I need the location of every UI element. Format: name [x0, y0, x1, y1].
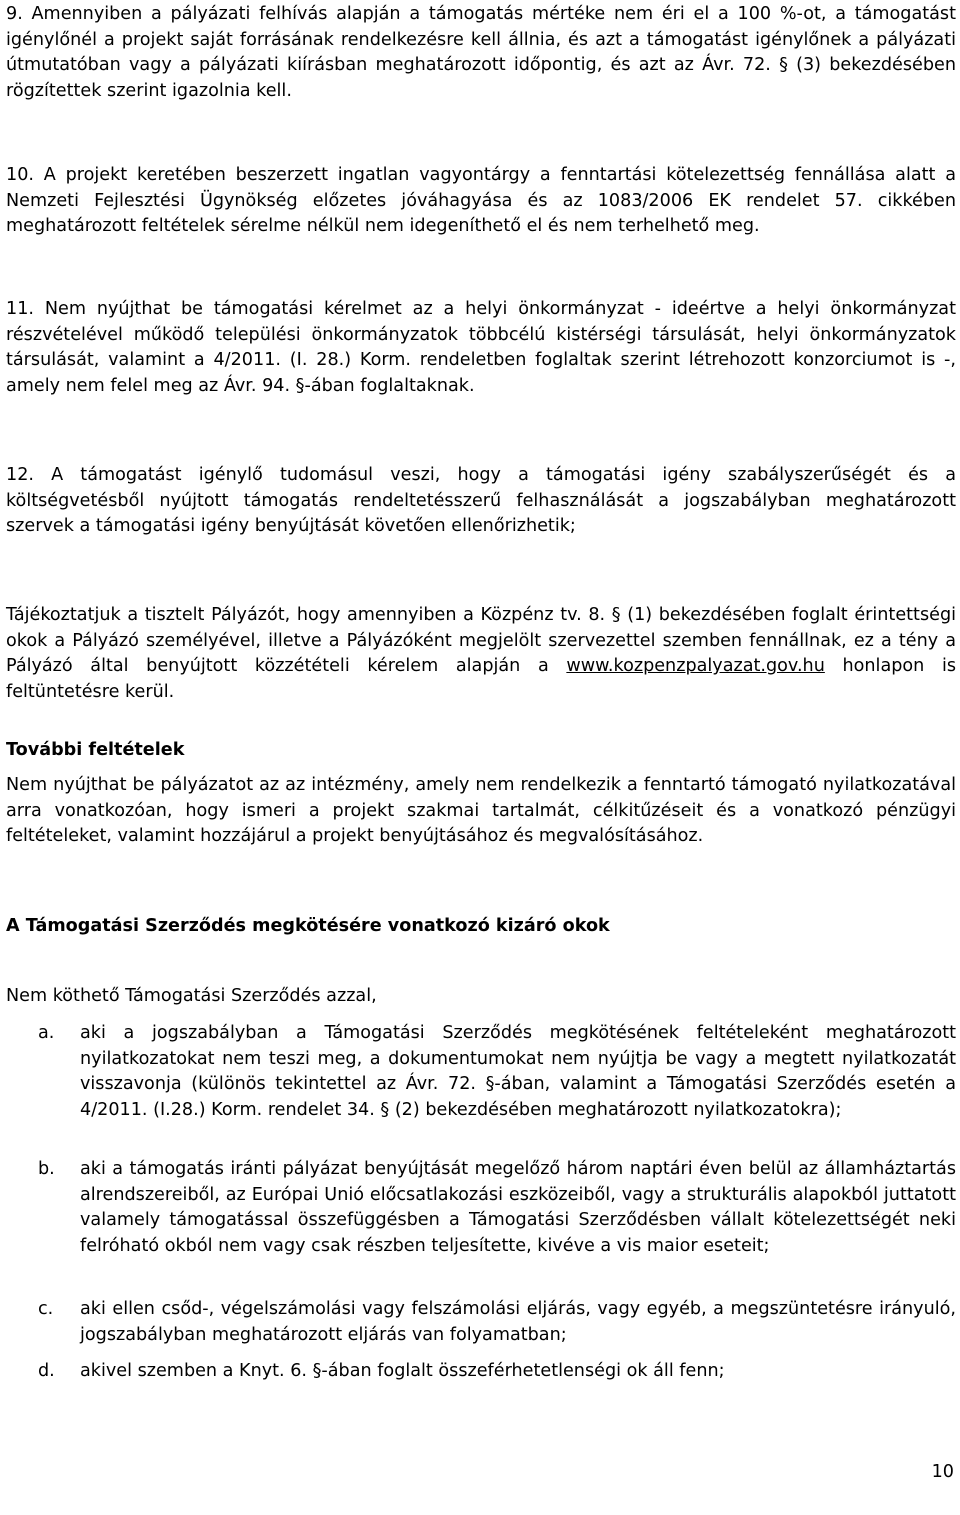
exclusion-heading: A Támogatási Szerződés megkötésére vonatkozó kizáró okok — [6, 916, 610, 936]
list-item-text: aki a jogszabályban a Támogatási Szerződés megkötésének feltételeként meghatározott nyilatkozatokat nem teszi meg, a dokumentumokat nem nyújtja be vagy a megtett nyilatkozatát visszavonja (különös tekintettel az Ávr. 72. §-ában, valamint a Támogatási Szerződés esetén a 4/2011. (I.28.) Korm. rendelet 34. § (2) bekezdésében meghatározott nyilatkozatokra); — [80, 1023, 956, 1120]
paragraph-9: 9. Amennyiben a pályázati felhívás alapján a támogatás mértéke nem éri el a 100 %-ot, a támogatást igénylőnél a projekt saját forrásának rendelkezésre kell állnia, és azt a támogatást igénylőnek a pályázati útmutatóban vagy a pályázati kiírásban meghatározott időpontig, és azt az Ávr. 72. § (3) bekezdésében rögzítettek szerint igazolnia kell. — [6, 4, 956, 101]
exclusion-intro: Nem köthető Támogatási Szerződés azzal, — [6, 986, 377, 1006]
notice-text-after: honlapon is feltüntetésre kerül. — [6, 656, 956, 702]
list-marker: c. — [38, 1299, 54, 1319]
exclusion-list-item — [38, 1021, 956, 1123]
paragraph-12: 12. A támogatást igénylő tudomásul veszi, hogy a támogatási igény szabályszerűségét és a költségvetésből nyújtott támogatás rendeltetésszerű felhasználását a jogszabályban meghatározott szervek a támogatási igény benyújtását követően ellenőrizhetik; — [6, 465, 956, 537]
list-item-text: aki a támogatás iránti pályázat benyújtását megelőző három naptári éven belül az államháztartás alrendszereiből, az Európai Unió előcsatlakozási eszközeiből, vagy a strukturális alapokból juttatott valamely támogatással összefüggésben a Támogatási Szerződésben vállalt kötelezettségét neki felróható okból nem vagy csak részben teljesítette, kivéve a vis maior eseteit; — [80, 1159, 956, 1256]
list-item-text: akivel szemben a Knyt. 6. §-ában foglalt összeférhetetlenségi ok áll fenn; — [80, 1361, 725, 1381]
exclusion-list-item — [38, 1157, 956, 1259]
list-marker: a. — [38, 1023, 55, 1043]
list-marker: d. — [38, 1361, 55, 1381]
list-marker: b. — [38, 1159, 55, 1179]
kozpenz-link[interactable]: www.kozpenzpalyazat.gov.hu — [566, 656, 825, 677]
further-conditions-heading: További feltételek — [6, 740, 185, 760]
paragraph-11: 11. Nem nyújthat be támogatási kérelmet az a helyi önkormányzat - ideértve a helyi önkormányzat részvételével működő települési önkormányzatok többcélú kistérségi társulását, helyi önkormányzatok társulását, valamint a 4/2011. (I. 28.) Korm. rendeletben foglaltak szerint létrehozott konzorciumot is -, amely nem felel meg az Ávr. 94. §-ában foglaltaknak. — [6, 299, 956, 396]
page-number: 10 — [931, 1462, 954, 1482]
notice-text-before: Tájékoztatjuk a tisztelt Pályázót, hogy amennyiben a Közpénz tv. 8. § (1) bekezdésében foglalt érintettségi okok a Pályázó személyével, illetve a Pályázóként megjelölt szervezettel szemben fennállnak, ez a tény a Pályázó által benyújtott közzétételi kérelem alapján a — [6, 605, 956, 677]
list-item-text: aki ellen csőd-, végelszámolási vagy felszámolási eljárás, vagy egyéb, a megszüntetésre irányuló, jogszabályban meghatározott eljárás van folyamatban; — [80, 1299, 956, 1345]
exclusion-list-item — [38, 1297, 956, 1348]
exclusion-list-item — [38, 1359, 956, 1385]
further-conditions-text: Nem nyújthat be pályázatot az az intézmény, amely nem rendelkezik a fenntartó támogató nyilatkozatával arra vonatkozóan, hogy ismeri a projekt szakmai tartalmát, célkitűzéseit és a vonatkozó pénzügyi feltételeket, valamint hozzájárul a projekt benyújtásához és megvalósításához. — [6, 775, 956, 847]
notice-paragraph — [6, 603, 956, 705]
paragraph-10: 10. A projekt keretében beszerzett ingatlan vagyontárgy a fenntartási kötelezettség fennállása alatt a Nemzeti Fejlesztési Ügynökség előzetes jóváhagyása és az 1083/2006 EK rendelet 57. cikkében meghatározott feltételek sérelme nélkül nem idegeníthető el és nem terhelhető meg. — [6, 165, 956, 237]
